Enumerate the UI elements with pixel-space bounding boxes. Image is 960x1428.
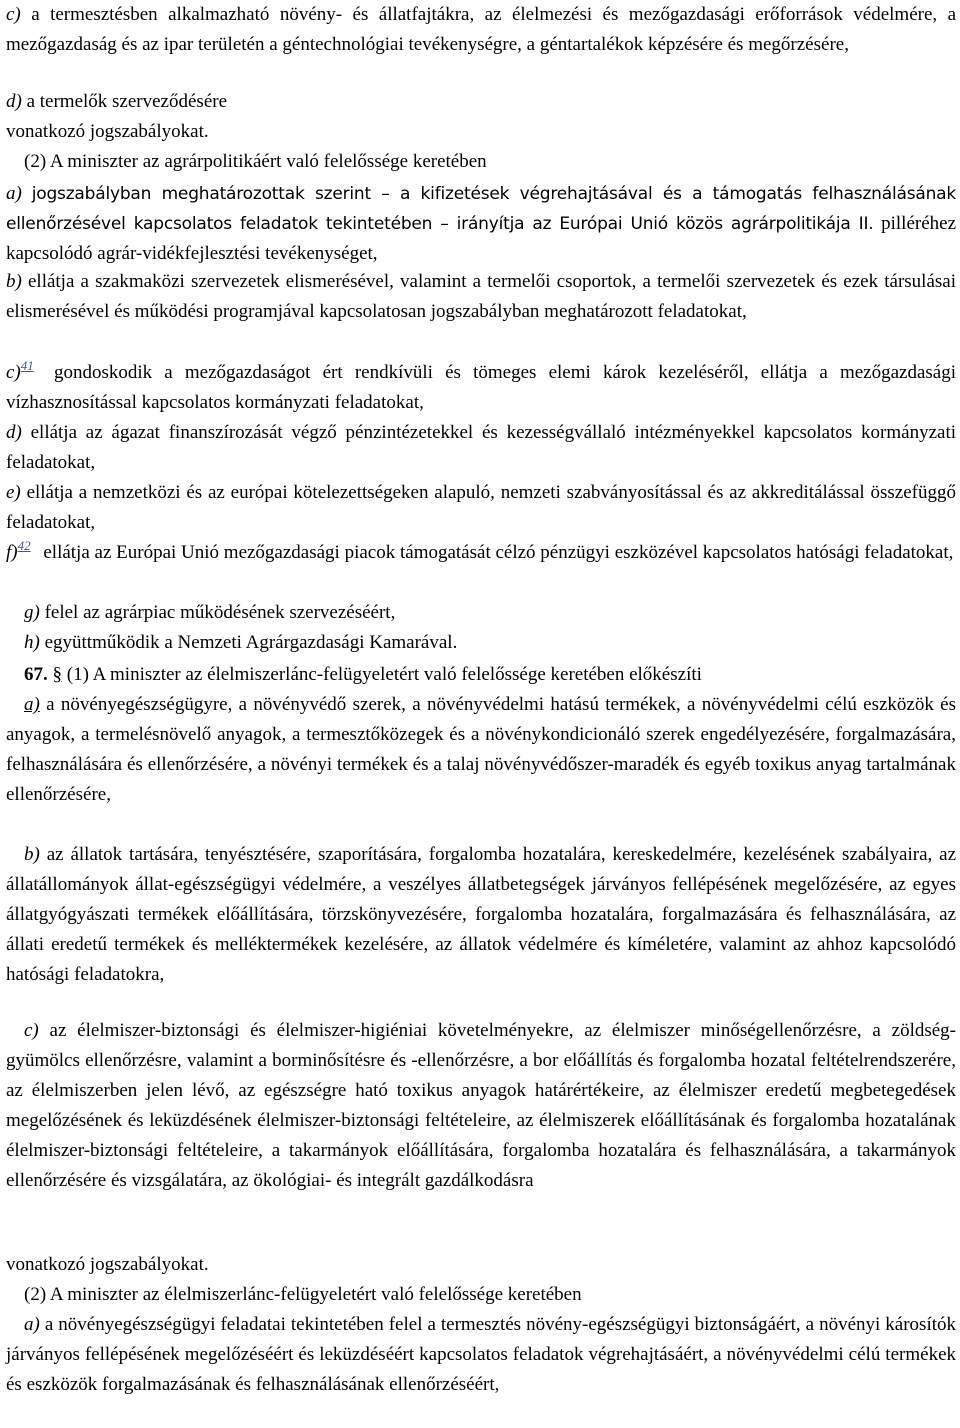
section-intro-text: (1) A miniszter az élelmiszerlánc-felügyeletért való felelőssége keretében előkészíti (66, 664, 702, 685)
section-67-intro (6, 660, 956, 690)
item-f-market (6, 538, 956, 568)
closing-phrase-2: vonatkozó jogszabályokat. (6, 1254, 209, 1275)
item-text: jogszabályban meghatározottak szerint – a kifizetések végrehajtásával és a támogatás felhasználásának ellenőrzésével kapcsolatos feladatok tekintetében – irányítja az Európai Unió közös agrárpolitikája II. (6, 184, 957, 234)
item-label: a) (6, 183, 22, 204)
item-text: ellátja a nemzetközi és az európai kötelezettségeken alapuló, nemzeti szabványosítással és az akkreditálással összefüggő feladatokat, (6, 482, 956, 533)
item-label: g) (24, 602, 40, 623)
item-text-tail: pilléréhez kapcsolódó agrár-vidékfejlesztési tevékenységet, (6, 213, 957, 264)
item-label: e) (6, 482, 21, 503)
item-label: f) (6, 542, 18, 563)
item-text: a termelők szerveződésére (26, 91, 228, 112)
section-number: 67. (24, 664, 48, 685)
item-text: az élelmiszer-biztonsági és élelmiszer-higiéniai követelményekre, az élelmiszer minőségellenőrzésre, a zöldség-gyümölcs ellenőrzésre, valamint a borminősítésre és -ellenőrzésre, a bor előállítás és forgalomba hozatal feltételrendszerére, az élelmiszerben jelen lévő, az egészségre ható toxikus anyagok határértékeire, az élelmiszer eredetű megbetegedések megelőzésének és leküzdésének élelmiszer-biztonsági feltételeire, az élelmiszerek előállításának és forgalomba hozatalának élelmiszer-biztonsági feltételeire, a takarmányok előállítására, forgalomba hozatalára és felhasználására, a takarmányok ellenőrzésére és vizsgálatára, az ökológiai- és integrált gazdálkodásra (6, 1020, 957, 1191)
item-label: c) (24, 1020, 39, 1041)
item-d-producers (6, 87, 956, 117)
item-g-agrimarket (6, 598, 956, 628)
item-label: b) (6, 271, 22, 292)
item-label: c) (6, 362, 21, 383)
paragraph-2-intro: (2) A miniszter az agrárpolitikáért való felelőssége keretében (24, 151, 487, 172)
item-c-plants (6, 0, 956, 60)
item-text: az állatok tartására, tenyésztésére, szaporítására, forgalomba hozatalára, kereskedelmére, kezelésének szabályaira, az állatállományok állat-egészségügyi védelmére, a veszélyes állatbetegségek járványos fellépésének megelőzésére, az egyes állatgyógyászati termékek előállítására, törzskönyvezésére, forgalomba hozatalára, forgalmazására és felhasználására, az állati eredetű termékek és melléktermékek kezelésére, az állatok védelmére és kíméletére, valamint az ahhoz kapcsolódó hatósági feladatokra, (6, 844, 956, 985)
paragraph-67-2-intro: (2) A miniszter az élelmiszerlánc-felügyeletért való felelőssége keretében (24, 1284, 582, 1305)
item-label: a) (24, 1314, 40, 1335)
item-label: a) (24, 694, 40, 715)
item-b-organizations (6, 267, 956, 327)
item-a-plant-health (6, 690, 956, 810)
item-c-food-safety (6, 1016, 956, 1196)
item-text: ellátja a szakmaközi szervezetek elismerésével, valamint a termelői csoportok, a termelői szervezetek és ezek társulásai elismerésével és működési programjával kapcsolatosan jogszabályban meghatározott feladatokat, (6, 271, 956, 322)
item-label: b) (24, 844, 40, 865)
item-label: d) (6, 422, 22, 443)
closing-phrase-1: vonatkozó jogszabályokat. (6, 121, 209, 142)
item-text: a növényegészségügyre, a növényvédő szerek, a növényvédelmi hatású termékek, a növényvédelmi célú eszközök és anyagok, a termelésnövelő anyagok, a termesztőközegek és a növénykondicionáló szerek engedélyezésére, forgalmazására, felhasználására és ellenőrzésére, a növényi termékek és a talaj növényvédőszer-maradék és egyéb toxikus anyag tartalmának ellenőrzésére, (6, 694, 957, 805)
item-text: együttműködik a Nemzeti Agrárgazdasági Kamarával. (44, 632, 458, 653)
section-mark: § (52, 664, 62, 685)
item-label: h) (24, 632, 40, 653)
item-text: gondoskodik a mezőgazdaságot ért rendkívüli és tömeges elemi károk kezeléséről, ellátja a mezőgazdasági vízhasznosítással kapcsolatos kormányzati feladatokat, (6, 362, 956, 413)
footnote-link[interactable]: 41 (20, 358, 34, 373)
item-text: a növényegészségügyi feladatai tekintetében felel a termesztés növény-egészségügyi biztonságáért, a növényi károsítók járványos fellépésének megelőzéséért és leküzdéséért kapcsolatos feladatok végrehajtásáért, a növényvédelmi célú termékek és eszközök forgalmazásának és felhasználásának ellenőrzéséért, (6, 1314, 957, 1395)
item-label: c) (6, 4, 21, 25)
item-text: ellátja az ágazat finanszírozását végző pénzintézetekkel és kezességvállaló intézményekkel kapcsolatos kormányzati feladatokat, (6, 422, 956, 473)
item-text: ellátja az Európai Unió mezőgazdasági piacok támogatását célzó pénzügyi eszközével kapcsolatos hatósági feladatokat, (43, 542, 954, 563)
item-a-agrarpolicy (6, 179, 956, 269)
item-c-damages (6, 358, 956, 418)
item-b-animals (6, 840, 956, 990)
item-label: d) (6, 91, 22, 112)
item-d-finance (6, 418, 956, 478)
item-text: felel az agrárpiac működésének szervezéséért, (44, 602, 396, 623)
footnote-link[interactable]: 42 (17, 538, 31, 553)
item-a-plant-duties (6, 1310, 956, 1400)
item-e-standards (6, 478, 956, 538)
item-h-chamber (6, 628, 956, 658)
item-text: a termesztésben alkalmazható növény- és állatfajtákra, az élelmezési és mezőgazdasági erőforrások védelmére, a mezőgazdaság és az ipar területén a géntechnológiai tevékenységre, a géntartalékok képzésére és megőrzésére, (6, 4, 957, 55)
